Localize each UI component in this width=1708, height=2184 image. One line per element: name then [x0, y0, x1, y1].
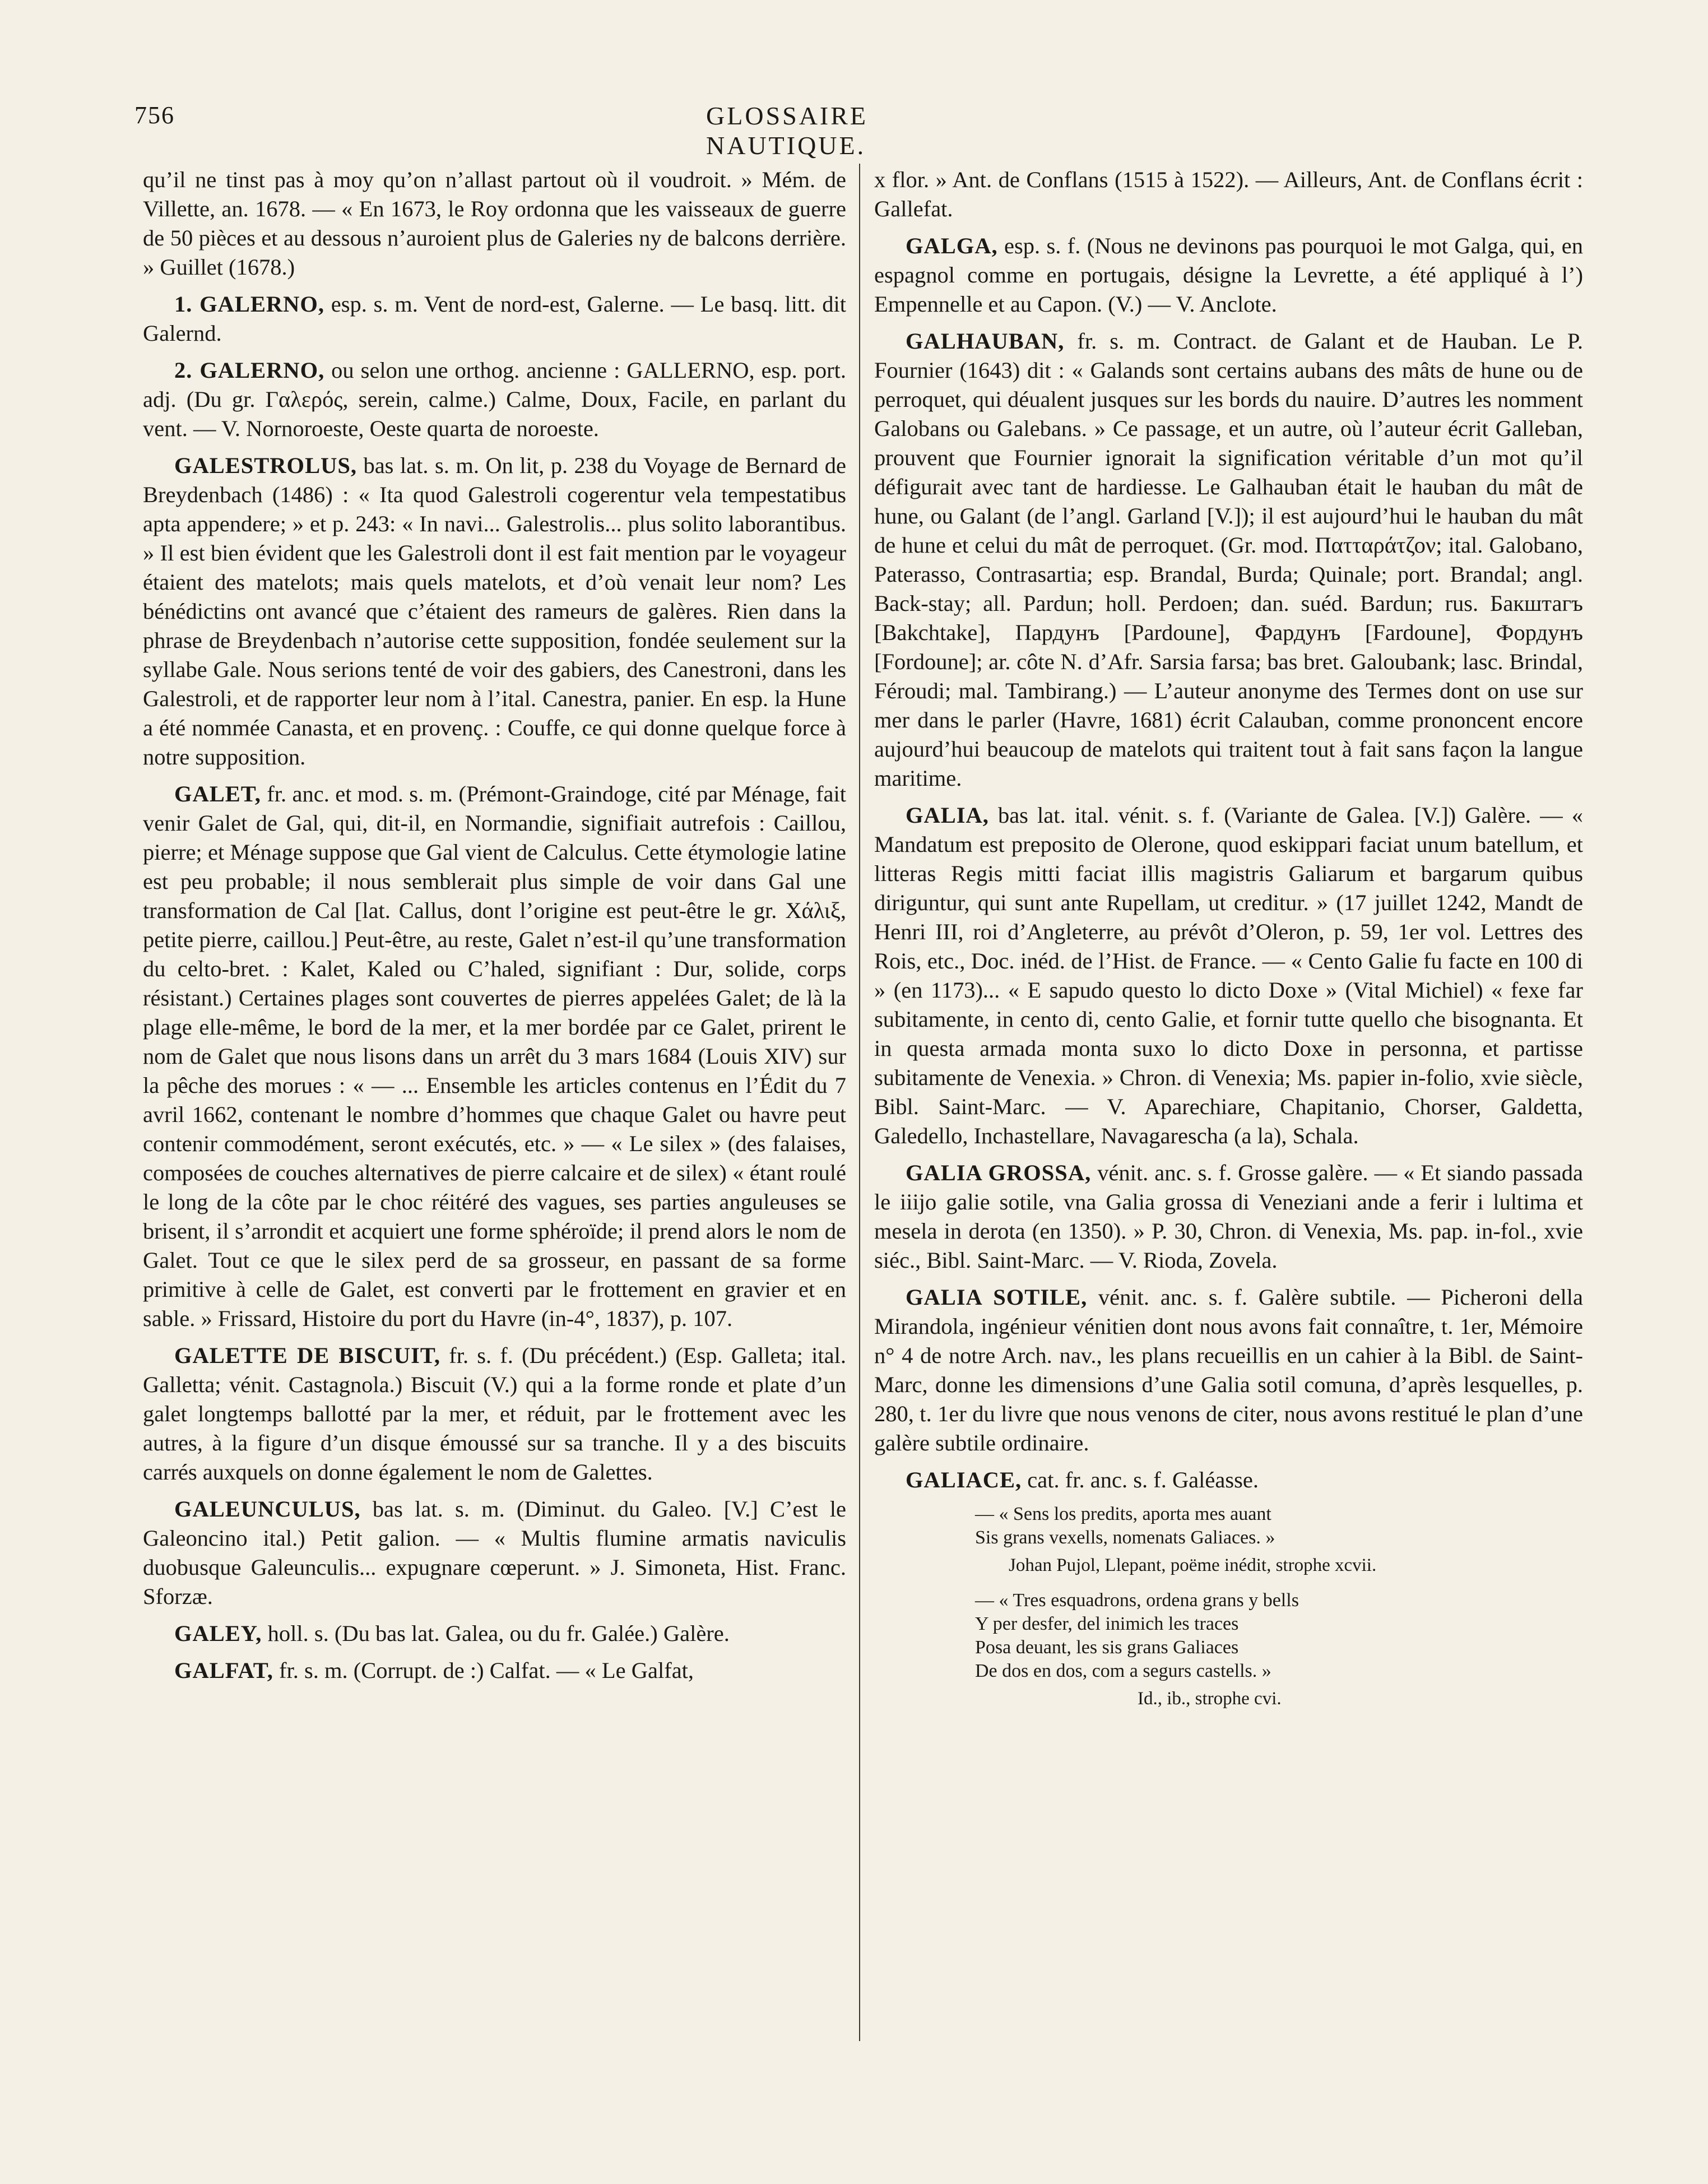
- entry-galia: [874, 801, 1583, 1151]
- headword: GALET,: [174, 781, 261, 806]
- headword: GALHAUBAN,: [906, 328, 1065, 354]
- headword: 2. GALERNO,: [174, 358, 325, 383]
- entry-galfat: [143, 1656, 846, 1685]
- definition: esp. s. m. Vent de nord-est, Galerne. — Le basq. litt. dit Galernd.: [143, 291, 846, 346]
- definition: fr. s. f. (Du précédent.) (Esp. Galleta; ital. Galletta; vénit. Castagnola.) Biscuit (V.) qui a la forme ronde et plate d’un galet longtemps ballotté par la mer, et réduit, par le frottement avec les autres, à la figure d’un disque émoussé sur sa tranche. Il y a des biscuits carrés auxquels on donne également le nom de Galettes.: [143, 1343, 846, 1485]
- entry-continuation: qu’il ne tinst pas à moy qu’on n’allast partout où il voudroit. » Mém. de Villette, an. 1678. — « En 1673, le Roy ordonna que les vaisseaux de guerre de 50 pièces et au dessous n’auroient plus de Galeries ny de balcons derrière. » Guillet (1678.): [143, 167, 846, 280]
- definition: bas lat. ital. vénit. s. f. (Variante de Galea. [V.]) Galère. — « Mandatum est preposito de Olerone, quod eskippari faciat unum batellum, et litteras Regis mitti faciat illis magistris Galiarum et bargarum quibus diriguntur, qui sunt ante Rupellam, ut creditur. » (17 juillet 1242, Mandt de Henri III, roi d’Angleterre, au prévôt d’Oleron, p. 59, 1er vol. Lettres des Rois, etc., Doc. inéd. de l’Hist. de France. — « Cento Galie fu facte en 100 di » (en 1173)... « E sapudo questo lo dicto Doxe » (Vital Michiel) « fexe far subitamente, in cento di, cento Galie, et fornir tutte quello che bisognanta. Et in questa armada monta suxo lo dicto Doxe in personna, et partisse subitamente de Venexia. » Chron. di Venexia; Ms. papier in-folio, xvie siècle, Bibl. Saint-Marc. — V. Aparechiare, Chapitanio, Chorser, Galdetta, Galedello, Inchastellare, Navagarescha (a la), Schala.: [874, 803, 1583, 1148]
- definition: ou selon une orthog. ancienne : GALLERNO, esp. port. adj. (Du gr. Γαλερός, serein, calme.) Calme, Doux, Facile, en parlant du vent. — V. Nornoroeste, Oeste quarta de noroeste.: [143, 358, 846, 441]
- headword: GALIA SOTILE,: [906, 1285, 1088, 1310]
- verse: [975, 1503, 1583, 1550]
- definition: vénit. anc. s. f. Galère subtile. — Picheroni della Mirandola, ingénieur vénitien dont nous avons fait connaître, t. 1er, Mémoire n° 4 de notre Arch. nav., les plans recueillis en un cahier à la Bibl. de Saint-Marc, donne les dimensions d’une Galia sotil comuna, d’après lesquelles, p. 280, t. 1er du livre que nous venons de citer, nous avons restitué le plan d’une galère subtile ordinaire.: [874, 1285, 1583, 1455]
- entry-galet: [143, 780, 846, 1333]
- entry-galhauban: [874, 327, 1583, 793]
- entry-galia-grossa: [874, 1158, 1583, 1275]
- entry-galiace: [874, 1466, 1583, 1495]
- verse-line: Y per desfer, del inimich les traces: [975, 1613, 1239, 1634]
- entry-galey: [143, 1619, 846, 1648]
- verse: [975, 1589, 1583, 1683]
- verse-line: De dos en dos, com a segurs castells. »: [975, 1661, 1271, 1681]
- verse-line: — « Sens los predits, aporta mes auant: [975, 1504, 1271, 1524]
- entry-galeunculus: [143, 1495, 846, 1611]
- verse-quotation-1: [874, 1503, 1583, 1578]
- definition: fr. anc. et mod. s. m. (Prémont-Graindoge, cité par Ménage, fait venir Galet de Gal, qui, dit-il, en Normandie, signifiait autrefois : Caillou, pierre; et Ménage suppose que Gal vient de Calculus. Cette étymologie latine est peu probable; il nous semblerait plus simple de voir dans Gal une transformation de Cal [lat. Callus, dont l’origine est peut-être le gr. Χάλιξ, petite pierre, caillou.] Peut-être, au reste, Galet n’est-il qu’une transformation du celto-bret. : Kalet, Kaled ou C’haled, signifiant : Dur, solide, corps résistant.) Certaines plages sont couvertes de pierres appelées Galet; de là la plage elle-même, le bord de la mer, et la mer bordée par ce Galet, prirent le nom de Galet que nous lisons dans un arrêt du 3 mars 1684 (Louis XIV) sur la pêche des morues : « — ... Ensemble les articles contenus en l’Édit du 7 avril 1662, contenant le nombre d’hommes que chaque Galet ou havre peut contenir commodément, seront exécutés, etc. » — « Le silex » (des falaises, composées de couches alternatives de pierre calcaire et de silex) « étant roulé le long de la côte par le choc réitéré des vagues, ses parties anguleuses se brisent, il s’arrondit et acquiert une forme sphéroïde; il prend alors le nom de Galet. Tout ce que le silex perd de sa grosseur, en passant de sa forme primitive à celle de Galet, est converti par le frottement en gravier et en sable. » Frissard, Histoire du port du Havre (in-4°, 1837), p. 107.: [143, 781, 846, 1331]
- running-title: GLOSSAIRE NAUTIQUE.: [706, 101, 869, 160]
- entry-galette-de-biscuit: [143, 1341, 846, 1487]
- definition: cat. fr. anc. s. f. Galéasse.: [1022, 1467, 1259, 1492]
- headword: GALETTE DE BISCUIT,: [174, 1343, 441, 1368]
- definition: holl. s. (Du bas lat. Galea, ou du fr. Galée.) Galère.: [262, 1621, 730, 1646]
- verse-attribution: Id., ib., strophe cvi.: [1138, 1689, 1282, 1709]
- headword: GALIA GROSSA,: [906, 1160, 1092, 1185]
- entry-galestrolus: [143, 451, 846, 772]
- verse-line: Sis grans vexells, nomenats Galiaces. »: [975, 1527, 1275, 1548]
- verse-line: — « Tres esquadrons, ordena grans y bells: [975, 1590, 1299, 1611]
- headword: GALIA,: [906, 803, 989, 828]
- entry-continuation: x flor. » Ant. de Conflans (1515 à 1522). — Ailleurs, Ant. de Conflans écrit : Gallefat.: [874, 167, 1583, 221]
- headword: GALEUNCULUS,: [174, 1496, 361, 1522]
- headword: GALIACE,: [906, 1467, 1022, 1492]
- page-header: [134, 101, 1031, 160]
- headword: GALEY,: [174, 1621, 262, 1646]
- headword: GALGA,: [906, 233, 998, 258]
- definition: fr. s. m. Contract. de Galant et de Hauban. Le P. Fournier (1643) dit : « Galands sont certains aubans des mâts de hune ou de perroquet, qui déualent jusques sur les bords du nauire. D’autres les nomment Galobans ou Galebans. » Ce passage, et un autre, où l’auteur écrit Galleban, prouvent que Fournier ignorait la signification véritable d’un mot qu’il défigurait avec tant de hardiesse. Le Galhauban était le hauban du mât de hune, ou Galant (de l’angl. Garland [V.]); il est aujourd’hui le hauban du mât de hune et celui du mât de perroquet. (Gr. mod. Πατταράτζον; ital. Galobano, Paterasso, Contrasartia; esp. Brandal, Burda; Quinale; port. Brandal; angl. Back-stay; all. Pardun; holl. Perdoen; dan. suéd. Bardun; rus. Бакштагъ [Bakchtake], Пардунъ [Pardoune], Фардунъ [Fardoune], Фордунъ [Fordoune]; ar. côte N. d’Afr. Sarsia farsa; bas bret. Galoubank; lasc. Brindal, Féroudi; mal. Tambirang.) — L’auteur anonyme des Termes dont on use sur mer dans le parler (Havre, 1681) écrit Calauban, comme prononcent encore aujourd’hui beaucoup de matelots qui traitent tout à fait sans façon la langue maritime.: [874, 328, 1583, 791]
- verse-line: Posa deuant, les sis grans Galiaces: [975, 1637, 1239, 1658]
- left-column: [143, 165, 846, 1685]
- page-number: 756: [134, 101, 175, 129]
- entry-galga: [874, 231, 1583, 319]
- entry-galerno-1: [143, 290, 846, 348]
- definition: bas lat. s. m. On lit, p. 238 du Voyage de Bernard de Breydenbach (1486) : « Ita quod Galestroli cogerentur vela tempestatibus apta appendere; » et p. 243: « In navi... Galestrolis... plus solito laborantibus. » Il est bien évident que les Galestroli dont il est fait mention par le voyageur étaient des matelots; mais quels matelots, et d’où venait leur nom? Les bénédictins ont avancé que c’étaient des rameurs de galères. Rien dans la phrase de Breydenbach n’autorise cette supposition, fondée seulement sur la syllabe Gale. Nous serions tenté de voir des gabiers, des Canestroni, dans les Galestroli, et de rapporter leur nom à l’ital. Canestra, panier. En esp. la Hune a été nommée Canasta, et en provenç. : Couffe, ce qui donne quelque force à notre supposition.: [143, 453, 846, 769]
- definition: esp. s. f. (Nous ne devinons pas pourquoi le mot Galga, qui, en espagnol comme en portugais, désigne la Levrette, a été appliqué à l’) Empennelle et au Capon. (V.) — V. Anclote.: [874, 233, 1583, 317]
- definition: vénit. anc. s. f. Grosse galère. — « Et siando passada le iiijo galie sotile, vna Galia grossa di Veneziani ande a ferir i lultima et mesela in derota (en 1350). » P. 30, Chron. di Venexia, Ms. pap. in-fol., xvie siéc., Bibl. Saint-Marc. — V. Rioda, Zovela.: [874, 1160, 1583, 1273]
- entry-galerno-2: [143, 356, 846, 443]
- definition: bas lat. s. m. (Diminut. du Galeo. [V.] C’est le Galeoncino ital.) Petit galion. — « Multis flumine armatis naviculis duobusque Galeunculis... expugnare cœperunt. » J. Simoneta, Hist. Franc. Sforzæ.: [143, 1496, 846, 1609]
- verse-attribution: Johan Pujol, Llepant, poëme inédit, strophe xcvii.: [1009, 1555, 1377, 1575]
- headword: GALESTROLUS,: [174, 453, 357, 478]
- verse-quotation-2: [874, 1589, 1583, 1711]
- right-column: [874, 165, 1583, 1722]
- column-divider: [859, 164, 860, 2041]
- definition: fr. s. m. (Corrupt. de :) Calfat. — « Le Galfat,: [273, 1658, 694, 1683]
- entry-galia-sotile: [874, 1283, 1583, 1458]
- headword: GALFAT,: [174, 1658, 273, 1683]
- headword: 1. GALERNO,: [174, 291, 325, 317]
